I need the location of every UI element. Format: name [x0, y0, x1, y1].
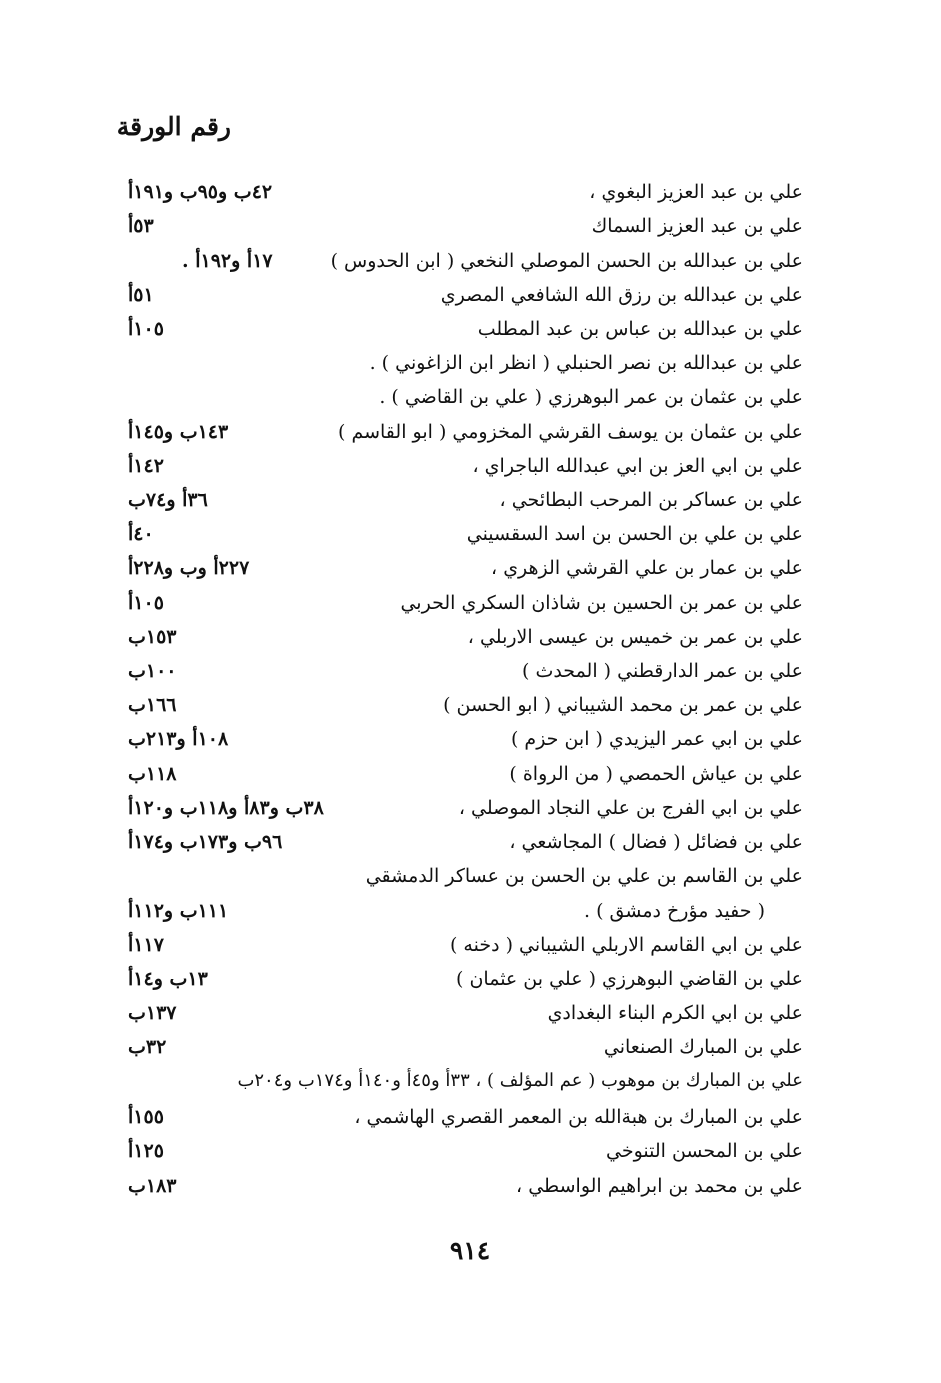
entry-name: علي بن عبدالله بن الحسن الموصلي النخعي ( ابن الحدوس ) — [330, 250, 803, 272]
entry-folio-reference: ١٤٢أ — [128, 455, 164, 477]
entry-folio-reference: ١٢٥أ — [128, 1140, 164, 1162]
entry-name: علي بن عبدالله بن نصر الحنبلي ( انظر ابن الزاغوني ) . — [369, 352, 803, 374]
index-entry — [0, 1032, 941, 1066]
page-header-title: رقم الورقة — [116, 112, 231, 141]
index-entry — [0, 827, 941, 861]
entry-name: علي بن ابي عمر اليزيدي ( ابن حزم ) — [510, 728, 803, 750]
entry-folio-reference: ١٣ب و١٤أ — [128, 968, 208, 990]
entry-folio-reference: ١٧أ و١٩٢أ . — [182, 250, 273, 272]
entry-name: علي بن محمد بن ابراهيم الواسطي ، — [516, 1175, 803, 1197]
index-entry — [0, 177, 941, 211]
index-entry — [0, 793, 941, 827]
index-entry — [0, 553, 941, 587]
entry-name: علي بن ابي الفرج بن علي النجاد الموصلي ، — [458, 797, 803, 819]
index-entry — [0, 588, 941, 622]
entry-name: علي بن عمر الدارقطني ( المحدث ) — [522, 660, 803, 682]
index-entry — [0, 930, 941, 964]
index-entry — [0, 1066, 941, 1100]
entry-folio-reference: ١٠٥أ — [128, 318, 164, 340]
entry-name: علي بن عبد العزيز البغوي ، — [589, 181, 803, 203]
entry-folio-reference: ١٦٦ب — [128, 694, 177, 716]
entry-folio-reference: ١٥٣ب — [128, 626, 177, 648]
entry-folio-reference: ١١٧أ — [128, 934, 164, 956]
entry-name: علي بن عبدالله بن عباس بن عبد المطلب — [477, 318, 803, 340]
entry-folio-reference: ١٠٨أ و٢١٣ب — [128, 728, 229, 750]
index-entry — [0, 382, 941, 416]
index-entry — [0, 724, 941, 758]
entry-folio-reference: ٣٢ب — [128, 1036, 167, 1058]
entry-name: علي بن عمار بن علي القرشي الزهري ، — [491, 557, 803, 579]
entry-folio-reference: ٣٨ب و٨٣أ و١١٨ب و١٢٠أ — [128, 797, 324, 819]
index-entry — [0, 690, 941, 724]
index-entry — [0, 1102, 941, 1136]
index-entry — [0, 451, 941, 485]
entry-name: علي بن ابي القاسم الاربلي الشيباني ( دخنه ) — [449, 934, 803, 956]
index-entry — [0, 1136, 941, 1170]
entry-folio-reference: ١١١ب و١١٢أ — [128, 900, 229, 922]
index-entry — [0, 348, 941, 382]
entry-folio-reference: ٤٢ب و٩٥ب و١٩١أ — [128, 181, 273, 203]
entry-name: علي بن عبد العزيز السماك — [591, 215, 803, 237]
index-entry — [0, 896, 941, 930]
index-entry — [0, 417, 941, 451]
entry-folio-reference: ١٥٥أ — [128, 1106, 164, 1128]
entry-folio-reference: ١٤٣ب و١٤٥أ — [128, 421, 229, 443]
entry-folio-reference: ٣٦أ و٧٤ب — [128, 489, 208, 511]
page-number: ٩١٤ — [449, 1236, 491, 1265]
entry-name: علي بن ابي الكرم البناء البغدادي — [547, 1002, 803, 1024]
entry-name: علي بن عياش الحمصي ( من الرواة ) — [509, 763, 803, 785]
entry-folio-reference: ١٠٥أ — [128, 592, 164, 614]
entry-name: علي بن عساكر بن المرحب البطائحي ، — [499, 489, 803, 511]
index-entry — [0, 1171, 941, 1205]
index-entry — [0, 314, 941, 348]
entry-name: علي بن المحسن التنوخي — [606, 1140, 803, 1162]
entry-name: علي بن المبارك الصنعاني — [603, 1036, 803, 1058]
entry-name: علي بن عثمان بن يوسف القرشي المخزومي ( ابو القاسم ) — [338, 421, 803, 443]
index-entry — [0, 861, 941, 895]
entry-folio-reference: ٩٦ب و١٧٣ب و١٧٤أ — [128, 831, 283, 853]
entry-name: علي بن المبارك بن هبةالله بن المعمر القصري الهاشمي ، — [354, 1106, 803, 1128]
entry-name: علي بن عمر بن الحسين بن شاذان السكري الحربي — [400, 592, 803, 614]
entry-folio-reference: ٢٢٧أ وب و٢٢٨أ — [128, 557, 250, 579]
entry-name: علي بن عثمان بن عمر البوهرزي ( علي بن القاضي ) . — [379, 386, 803, 408]
index-entry — [0, 280, 941, 314]
entry-folio-reference: ١٣٧ب — [128, 1002, 177, 1024]
index-entry — [0, 622, 941, 656]
entry-folio-reference: ١١٨ب — [128, 763, 177, 785]
index-entry — [0, 759, 941, 793]
entry-name: علي بن المبارك بن موهوب ( عم المؤلف ) ، ٣٣أ و٤٥أ و١٤٠أ و١٧٤ب و٢٠٤ب — [237, 1070, 803, 1091]
entry-name: ( حفيد مؤرخ دمشق ) . — [584, 900, 765, 922]
entry-folio-reference: ١٨٣ب — [128, 1175, 177, 1197]
entry-name: علي بن فضائل ( فضال ) المجاشعي ، — [509, 831, 803, 853]
entry-folio-reference: ٥١أ — [128, 284, 154, 306]
index-entry — [0, 211, 941, 245]
index-entry — [0, 519, 941, 553]
entry-name: علي بن القاضي البوهرزي ( علي بن عثمان ) — [456, 968, 803, 990]
entry-name: علي بن عمر بن محمد الشيباني ( ابو الحسن ) — [443, 694, 803, 716]
index-entry — [0, 964, 941, 998]
entry-name: علي بن عمر بن خميس بن عيسى الاربلي ، — [467, 626, 803, 648]
index-entry — [0, 998, 941, 1032]
index-entry — [0, 656, 941, 690]
entry-folio-reference: ٥٣أ — [128, 215, 154, 237]
entry-name: علي بن القاسم بن علي بن الحسن بن عساكر الدمشقي — [365, 865, 803, 887]
entry-folio-reference: ٤٠أ — [128, 523, 154, 545]
entry-name: علي بن ابي العز بن ابي عبدالله الباجراي ، — [472, 455, 803, 477]
index-entry — [0, 485, 941, 519]
entry-folio-reference: ١٠٠ب — [128, 660, 177, 682]
entry-name: علي بن عبدالله بن رزق الله الشافعي المصري — [440, 284, 803, 306]
index-entry — [0, 246, 941, 280]
entry-name: علي بن علي بن الحسن بن اسد السقسيني — [466, 523, 803, 545]
